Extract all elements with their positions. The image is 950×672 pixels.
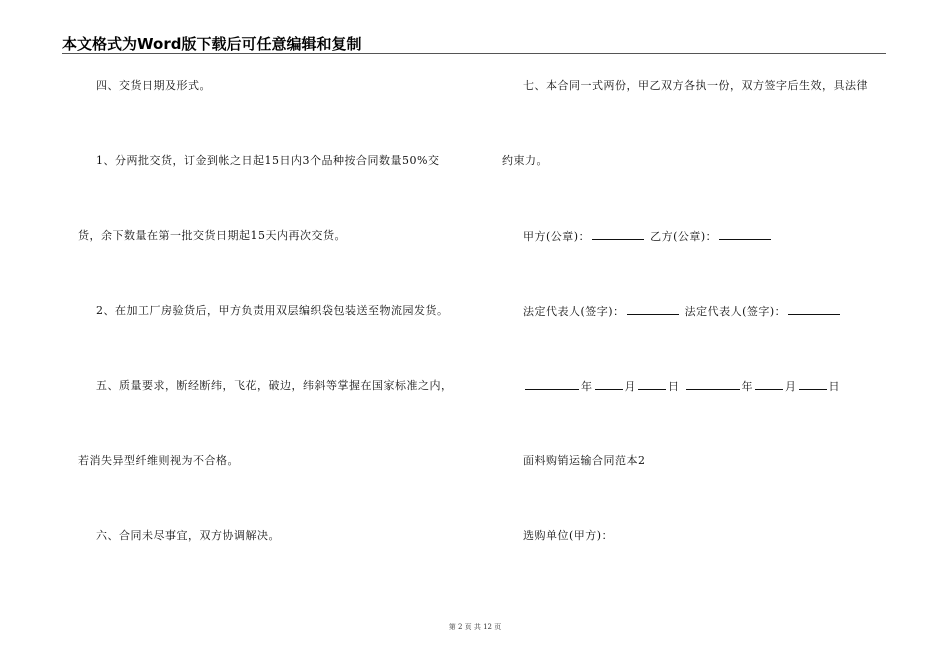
party-a-day-blank[interactable]: [638, 379, 666, 390]
representative-line: [523, 304, 842, 319]
seal-line: [523, 229, 773, 244]
day-label: 日: [828, 380, 840, 393]
party-b-rep-blank[interactable]: [788, 304, 840, 315]
party-b-month-blank[interactable]: [755, 379, 783, 390]
year-label: 年: [581, 380, 593, 393]
buyer-label: 选购单位(甲方)：: [523, 529, 614, 542]
left-line-clause4-item1-cont: 货，余下数量在第一批交货日期起15天内再次交货。: [78, 229, 346, 242]
party-a-seal-blank[interactable]: [592, 229, 644, 240]
party-b-day-blank[interactable]: [799, 379, 827, 390]
left-line-clause5: 五、质量要求，断经断纬，飞花，破边，纬斜等掌握在国家标准之内，: [96, 379, 453, 392]
right-line-clause7-cont: 约束力。: [502, 154, 548, 167]
left-line-clause4-item2: 2、在加工厂房验货后，甲方负责用双层编织袋包装送至物流园发货。: [96, 304, 449, 317]
party-a-year-blank[interactable]: [525, 379, 579, 390]
contract2-title: 面料购销运输合同范本2: [523, 454, 646, 467]
month-label: 月: [785, 380, 797, 393]
left-line-clause4-item1: 1、分两批交货，订金到帐之日起15日内3个品种按合同数量50%交: [96, 154, 440, 167]
party-a-month-blank[interactable]: [595, 379, 623, 390]
party-a-seal-label: 甲方(公章)：: [523, 230, 591, 243]
month-label: 月: [624, 380, 636, 393]
year-label: 年: [741, 380, 753, 393]
party-a-rep-blank[interactable]: [627, 304, 679, 315]
party-b-seal-label: 乙方(公章)：: [650, 230, 718, 243]
party-b-seal-blank[interactable]: [719, 229, 771, 240]
header-divider: [62, 53, 886, 54]
day-label: 日: [668, 380, 680, 393]
right-line-clause7: 七、本合同一式两份，甲乙双方各执一份，双方签字后生效，具法律: [523, 79, 868, 92]
left-line-clause4-heading: 四、交货日期及形式。: [96, 79, 211, 92]
party-b-rep-label: 法定代表人(签字)：: [684, 305, 787, 318]
document-header-title: 本文格式为Word版下载后可任意编辑和复制: [62, 35, 362, 53]
page-number-footer: 第 2 页 共 12 页: [448, 623, 502, 631]
left-line-clause6: 六、合同未尽事宜，双方协调解决。: [96, 529, 280, 542]
left-line-clause5-cont: 若消失异型纤维则视为不合格。: [78, 454, 239, 467]
date-line: [523, 379, 840, 394]
party-a-rep-label: 法定代表人(签字)：: [523, 305, 625, 318]
party-b-year-blank[interactable]: [686, 379, 740, 390]
